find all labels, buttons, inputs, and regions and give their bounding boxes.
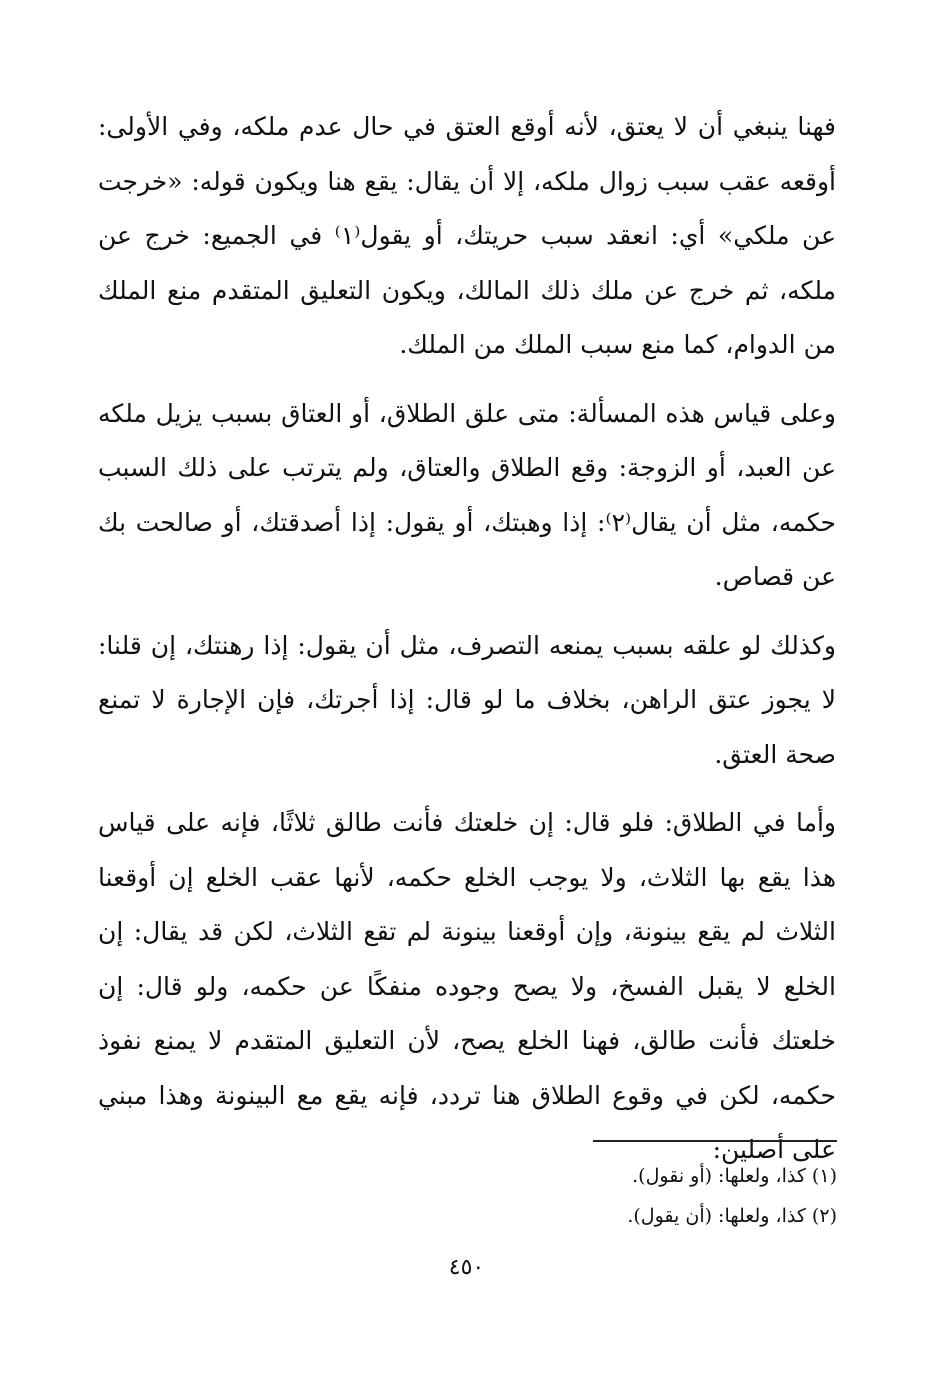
main-text: [98, 100, 836, 1192]
paragraph-4: وأما في الطلاق: فلو قال: إن خلعتك فأنت طالق ثلاثًا، فإنه على قياس هذا يقع بها الثلاث، ولا يوجب الخلع حكمه، لأنها عقب الخلع إن أوقعنا الثلاث لم يقع بينونة، وإن أوقعنا بينونة لم تقع الثلاث، لكن قد يقال: إن الخلع لا يقبل الفسخ، ولا يصح وجوده منفكًا عن حكمه، ولو قال: إن خلعتك فأنت طالق، فهنا الخلع يصح، لأن التعليق المتقدم لا يمنع نفوذ حكمه، لكن في وقوع الطلاق هنا تردد، فإنه يقع مع البينونة وهذا مبني على أصلين:: [98, 808, 836, 1164]
footnotes: [99, 1156, 837, 1236]
footnote-2: (٢) كذا، ولعلها: (أن يقول).: [627, 1205, 837, 1227]
paragraph-2: وعلى قياس هذه المسألة: متى علق الطلاق، أو العتاق بسبب يزيل ملكه عن العبد، أو الزوجة: وقع الطلاق والعتاق، ولم يترتب على ذلك السبب حكمه، مثل أن يقال⁽٢⁾: إذا وهبتك، أو يقول: إذا أصدقتك، أو صالحت بك عن قصاص.: [98, 398, 836, 591]
paragraph-1: فهنا ينبغي أن لا يعتق، لأنه أوقع العتق في حال عدم ملكه، وفي الأولى: أوقعه عقب سبب زوال ملكه، إلا أن يقال: يقع هنا ويكون قوله: «خرجت عن ملكي» أي: انعقد سبب حريتك، أو يقول⁽١⁾ في الجميع: خرج عن ملكه، ثم خرج عن ملك ذلك المالك، ويكون التعليق المتقدم منع الملك من الدوام، كما منع سبب الملك من الملك.: [98, 112, 836, 359]
page-number: ٤٥٠: [448, 1255, 485, 1280]
footnote-1: (١) كذا، ولعلها: (أو نقول).: [632, 1165, 837, 1187]
paragraph-3: وكذلك لو علقه بسبب يمنعه التصرف، مثل أن يقول: إذا رهنتك، إن قلنا: لا يجوز عتق الراهن، بخلاف ما لو قال: إذا أجرتك، فإن الإجارة لا تمنع صحة العتق.: [98, 630, 836, 769]
footnote-divider: [593, 1140, 837, 1142]
